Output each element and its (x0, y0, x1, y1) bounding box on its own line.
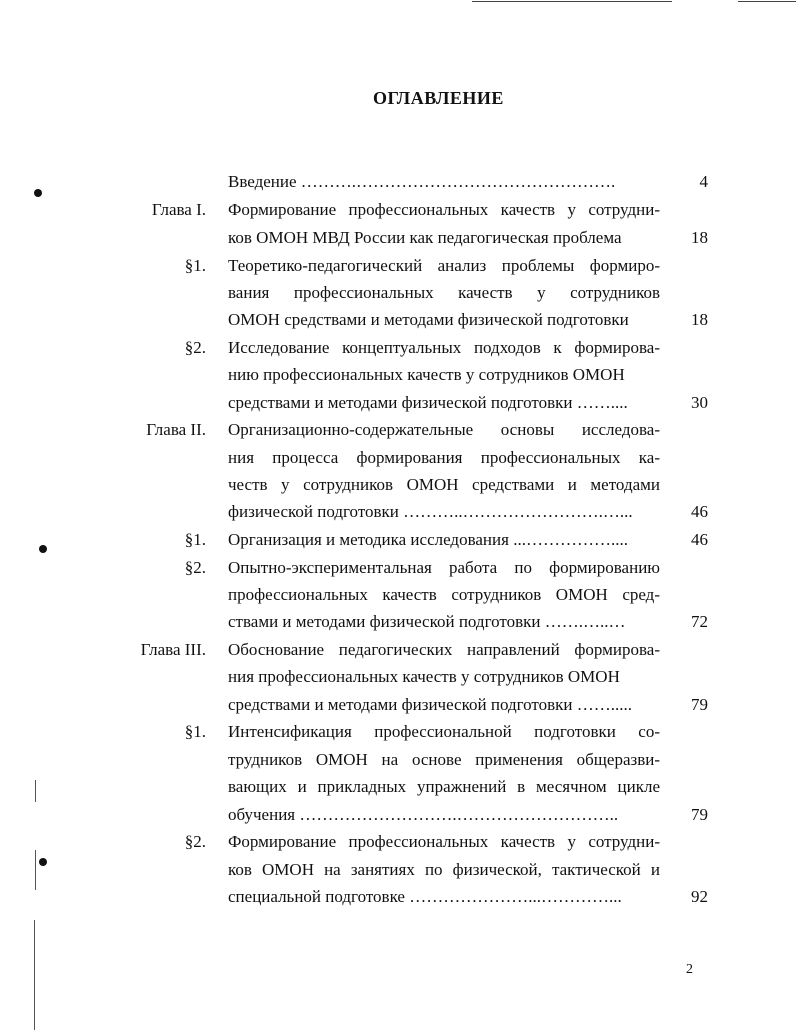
toc-entry-line: ния процесса формирования профессиональных ка- (228, 448, 660, 467)
toc-entry-line: вания профессиональных качеств у сотрудников (228, 283, 660, 302)
toc-entry-line: Организационно-содержательные основы исследова- (228, 420, 660, 439)
toc-entry-line: ков ОМОН на занятиях по физической, тактической и (228, 860, 660, 879)
toc-entry-line: ков ОМОН МВД России как педагогическая проблема (228, 228, 622, 247)
toc-entry-line: Организация и методика исследования ...…………….... (228, 530, 628, 549)
toc-entry-line: физической подготовки ………..…………………….…... (228, 502, 633, 521)
section-label: §1. (184, 722, 206, 741)
toc-page-number: 46 (691, 530, 708, 549)
toc-page-number: 18 (691, 228, 708, 247)
toc-entry-line: Исследование концептуальных подходов к формирова- (228, 338, 660, 357)
toc-page-number: 46 (691, 502, 708, 521)
toc-entry-line: Теоретико-педагогический анализ проблемы формиро- (228, 256, 660, 275)
toc-entry-line: ОМОН средствами и методами физической подготовки (228, 310, 629, 329)
toc-page-number: 79 (691, 805, 708, 824)
punch-hole-mark (34, 189, 42, 197)
toc-page-number: 79 (691, 695, 708, 714)
scan-margin-line (34, 920, 35, 1030)
chapter-label: Глава II. (146, 420, 206, 439)
toc-entry-line: нию профессиональных качеств у сотрудников ОМОН (228, 365, 625, 384)
toc-page-number: 30 (691, 393, 708, 412)
toc-entry-line: вающих и прикладных упражнений в месячном цикле (228, 777, 660, 796)
toc-entry-line: ния профессиональных качеств у сотрудников ОМОН (228, 667, 620, 686)
section-label: §2. (184, 558, 206, 577)
section-label: §2. (184, 338, 206, 357)
toc-entry-line: обучения ……………………….……………………….. (228, 805, 619, 824)
toc-entry-line: Формирование профессиональных качеств у сотрудни- (228, 200, 660, 219)
scan-edge-line (472, 1, 672, 2)
toc-entry-line: честв у сотрудников ОМОН средствами и методами (228, 475, 660, 494)
toc-entry-line: трудников ОМОН на основе применения общеразви- (228, 750, 660, 769)
toc-entry-intro: Введение ……….………………………………………. (228, 172, 616, 191)
toc-entry-line: ствами и методами физической подготовки …….…..… (228, 612, 626, 631)
section-label: §1. (184, 530, 206, 549)
punch-hole-mark (39, 858, 47, 866)
toc-entry-line: Интенсификация профессиональной подготовки со- (228, 722, 660, 741)
toc-entry-line: средствами и методами физической подготовки ……..... (228, 695, 633, 714)
toc-entry-line: средствами и методами физической подготовки …….... (228, 393, 628, 412)
chapter-label: Глава I. (151, 200, 206, 219)
page-number: 2 (686, 962, 693, 977)
scan-edge-line (738, 1, 796, 2)
toc-entry-line: специальной подготовке …………………...…………... (228, 887, 622, 906)
section-label: §1. (184, 256, 206, 275)
scan-margin-line (35, 850, 36, 890)
toc-entry-line: Опытно-экспериментальная работа по формированию (228, 558, 660, 577)
toc-entry-line: Обоснование педагогических направлений формирова- (228, 640, 660, 659)
toc-page-intro: 4 (699, 172, 708, 191)
section-label: §2. (184, 832, 206, 851)
toc-page-number: 72 (691, 612, 708, 631)
toc-page-number: 18 (691, 310, 708, 329)
toc-entry-line: профессиональных качеств сотрудников ОМОН сред- (228, 585, 660, 604)
toc-page-number: 92 (691, 887, 708, 906)
toc-entry-line: Формирование профессиональных качеств у сотрудни- (228, 832, 660, 851)
scan-margin-line (35, 780, 36, 802)
page-title: ОГЛАВЛЕНИЕ (373, 88, 504, 108)
chapter-label: Глава III. (140, 640, 206, 659)
